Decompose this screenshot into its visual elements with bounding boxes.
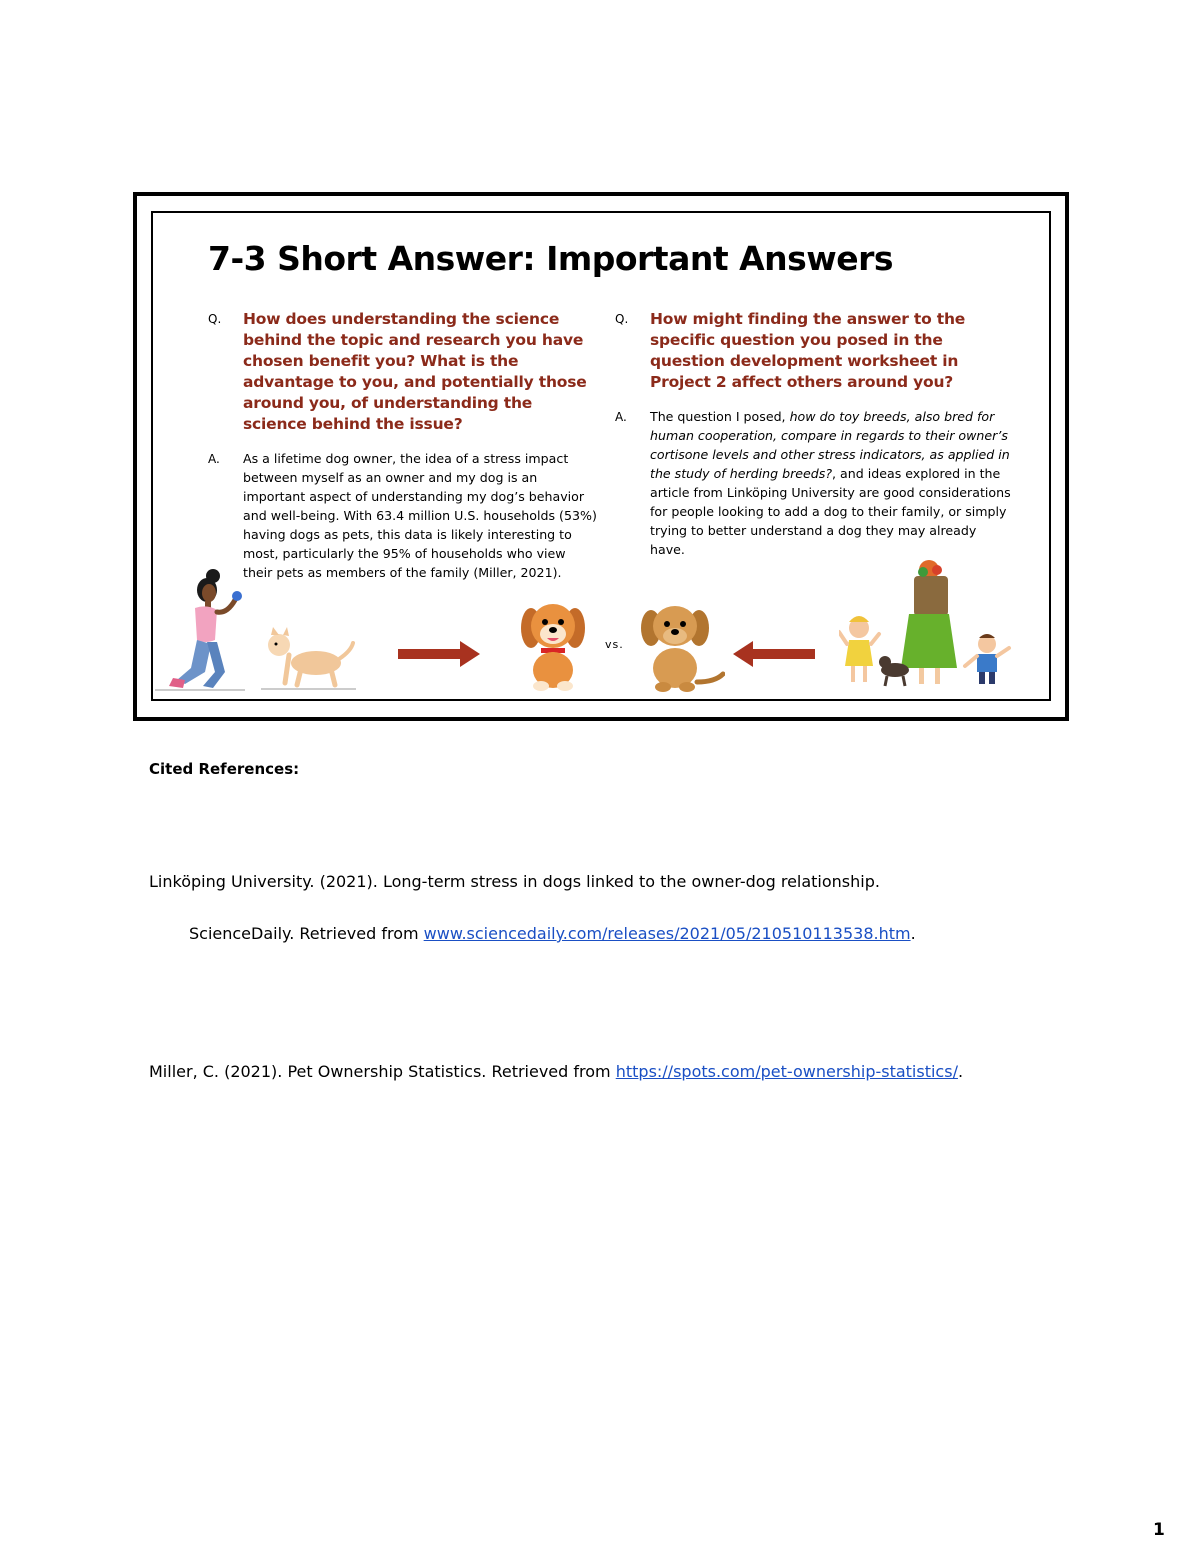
arrow-right-icon bbox=[398, 641, 480, 667]
reference-linkoping: Linköping University. (2021). Long-term stress in dogs linked to the owner-dog relationship. bbox=[149, 872, 880, 891]
happy-puppy-illustration bbox=[515, 596, 591, 692]
dog-beige-illustration bbox=[261, 623, 356, 693]
reference-linkoping-source bbox=[189, 924, 916, 943]
a-marker: A. bbox=[208, 452, 220, 466]
sad-puppy-illustration bbox=[637, 598, 725, 693]
family-with-dog-illustration bbox=[839, 558, 1014, 688]
qa-block-right bbox=[615, 309, 1015, 559]
slide-content bbox=[151, 211, 1051, 701]
reference-suffix: . bbox=[910, 924, 916, 943]
question-row bbox=[208, 309, 598, 435]
qa-block-left bbox=[208, 309, 598, 582]
answer-row bbox=[615, 407, 1015, 559]
answer-row bbox=[208, 449, 598, 582]
cited-references-heading: Cited References: bbox=[149, 760, 300, 778]
answer-italic: how do toy breeds, also bred for human cooperation, compare in regards to their owner’s cortisone levels and other stress indicators, as applied in the study of herding breeds? bbox=[650, 409, 1010, 481]
arrow-left-icon bbox=[733, 641, 815, 667]
reference-suffix: . bbox=[957, 1062, 964, 1081]
slide-title: 7-3 Short Answer: Important Answers bbox=[208, 239, 894, 278]
woman-kneeling-illustration bbox=[155, 568, 245, 693]
spots-link[interactable]: https://spots.com/pet-ownership-statistics/ bbox=[615, 1062, 958, 1081]
answer-intro: The question I posed, bbox=[650, 409, 790, 424]
reference-prefix: ScienceDaily. Retrieved from bbox=[189, 924, 424, 943]
question-text: How might finding the answer to the specific question you posed in the question development worksheet in Project 2 affect others around you? bbox=[650, 310, 966, 391]
q-marker: Q. bbox=[615, 312, 629, 326]
answer-text: As a lifetime dog owner, the idea of a stress impact between myself as an owner and my dog is an important aspect of understanding my dog’s behavior and well-being. With 63.4 million U.S. households (53%) having dogs as pets, this data is likely interesting to most, particularly the 95% of households who view their pets as members of the family (Miller, 2021). bbox=[243, 451, 597, 580]
answer-rest: , and ideas explored in the article from Linköping University are good considerations for people looking to add a dog to their family, or simply trying to better understand a dog they may already have. bbox=[650, 466, 1011, 557]
vs-label: vs. bbox=[605, 638, 624, 651]
question-row bbox=[615, 309, 1015, 393]
sciencedaily-link[interactable]: www.sciencedaily.com/releases/2021/05/210510113538.htm bbox=[423, 924, 911, 943]
q-marker: Q. bbox=[208, 312, 222, 326]
reference-miller bbox=[149, 1062, 963, 1081]
question-text: How does understanding the science behind the topic and research you have chosen benefit you? What is the advantage to you, and potentially those around you, of understanding the science behind the issue? bbox=[243, 310, 587, 433]
reference-prefix: Miller, C. (2021). Pet Ownership Statistics. Retrieved from bbox=[149, 1062, 616, 1081]
a-marker: A. bbox=[615, 410, 627, 424]
slide-frame bbox=[133, 192, 1069, 721]
answer-text bbox=[650, 407, 1015, 559]
page-number: 1 bbox=[1153, 1520, 1165, 1540]
